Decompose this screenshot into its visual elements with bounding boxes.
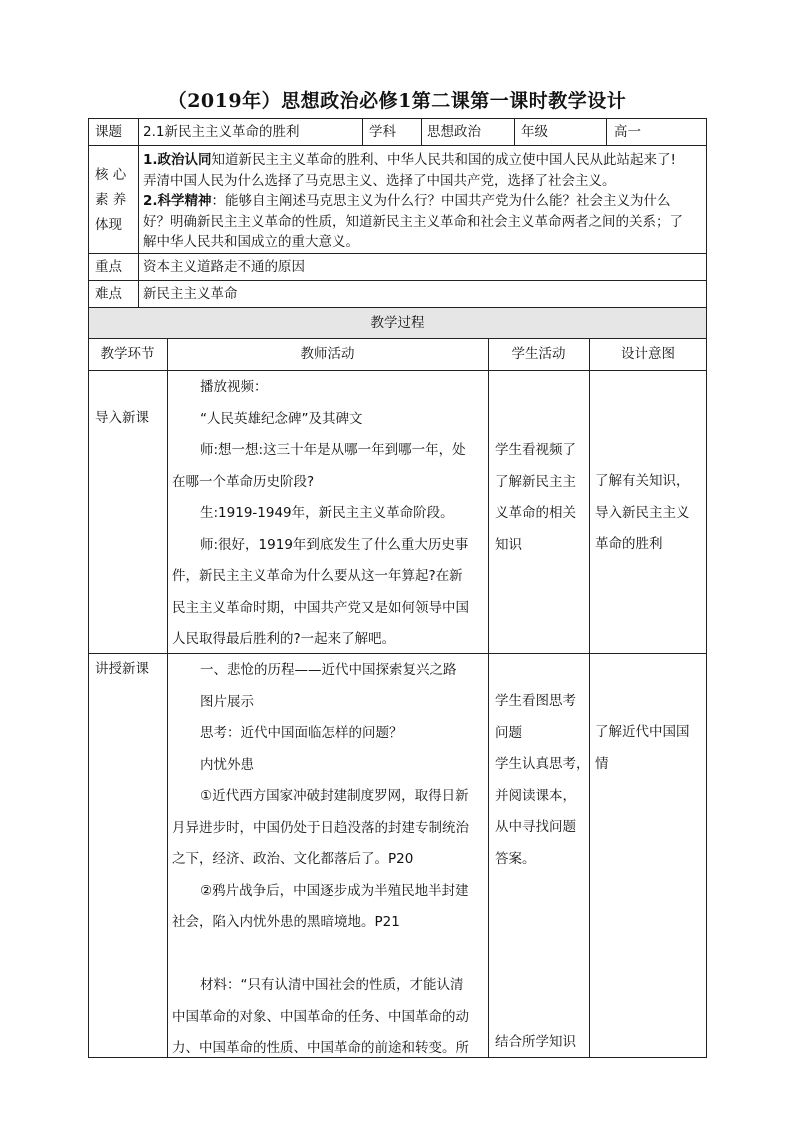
lesson-value: 2.1新民主主义革命的胜利 [143, 124, 300, 140]
core-label-1: 核 心 [95, 167, 127, 183]
core-p1-line1 [143, 150, 676, 170]
row2-student: 学生看图思考 问题 学生认真思考， 并阅读课本， 从中寻找问题 答案。 [495, 693, 590, 867]
lesson-label: 课题 [95, 124, 122, 140]
core-label-2: 素 养 [95, 192, 127, 208]
core-p2-line1 [143, 191, 671, 211]
core-p2-line2: 好？明确新民主主义革命的性质，知道新民主主义革命和社会主义革命两者之间的关系；了 [143, 214, 683, 230]
row1-teacher: 播放视频： “人民英雄纪念碑”及其碑文 师:想一想:这三十年是从哪一年到哪一年，处 在哪一个革命历史阶段? 生:1919-1949年，新民主主义革命阶段。 师:很好，1919年到底发生了什么重大历史事 件，新民主主义革命为什么要从这一年算起?在新 民主主义革命时期，中国共产党又是如何领导中国 人民取得最后胜利的?一起来了解吧。 [172, 379, 469, 647]
row2-intent: 了解近代中国国 情 [595, 724, 690, 772]
core-p2-head: 2.科学精神 [143, 193, 212, 209]
grade-label: 年级 [521, 124, 548, 140]
core-p1-head: 1.政治认同 [143, 152, 212, 168]
col-teacher: 教师活动 [300, 346, 355, 362]
row1-student: 学生看视频了 了解新民主主 义革命的相关 知识 [495, 442, 576, 553]
row1-stage: 导入新课 [95, 410, 149, 426]
col-intent: 设计意图 [621, 346, 675, 362]
core-p2-rest: ：能够自主阐述马克思主义为什么行？中国共产党为什么能？社会主义为什么 [211, 193, 671, 209]
row2-teacher: 一、悲怆的历程——近代中国探索复兴之路 图片展示 思考：近代中国面临怎样的问题？ 内忧外患 ①近代西方国家冲破封建制度罗网，取得日新 月异进步时，中国仍处于日趋没落的封建专制统治 之下，经济、政治、文化都落后了。P20 ②鸦片战争后，中国逐步成为半殖民地半封建 社会，陷入内忧外患的黑暗境地。P21 材料：“只有认清中国社会的性质，才能认清 中国革命的对象、中国革命的任务、中国革命的动 力、中国革命的性质、中国革命的前途和转变。所 [172, 662, 469, 1056]
core-p2-line3: 解中华人民共和国成立的重大意义。 [143, 234, 359, 250]
grade-value: 高一 [614, 124, 641, 140]
process-header: 教学过程 [370, 315, 425, 331]
key-value: 资本主义道路走不通的原因 [143, 259, 305, 275]
row2-stage: 讲授新课 [95, 661, 149, 677]
col-student: 学生活动 [511, 346, 566, 362]
difficult-value: 新民主主义革命 [143, 286, 238, 302]
core-p1-line2: 弄清中国人民为什么选择了马克思主义、选择了中国共产党，选择了社会主义。 [143, 173, 616, 189]
key-label: 重点 [95, 259, 122, 275]
core-p1-rest: 知道新民主主义革命的胜利、中华人民共和国的成立使中国人民从此站起来了! [211, 152, 676, 168]
subject-label: 学科 [369, 124, 396, 140]
page-title: （2019年）思想政治必修1第二课第一课时教学设计 [167, 90, 627, 112]
difficult-label: 难点 [95, 286, 122, 302]
row2-student-extra: 结合所学知识 [495, 1034, 576, 1050]
row1-intent: 了解有关知识， 导入新民主主义 革命的胜利 [595, 473, 690, 552]
subject-value: 思想政治 [427, 124, 481, 140]
core-label-3: 体现 [95, 217, 122, 233]
col-stage: 教学环节 [100, 346, 155, 362]
